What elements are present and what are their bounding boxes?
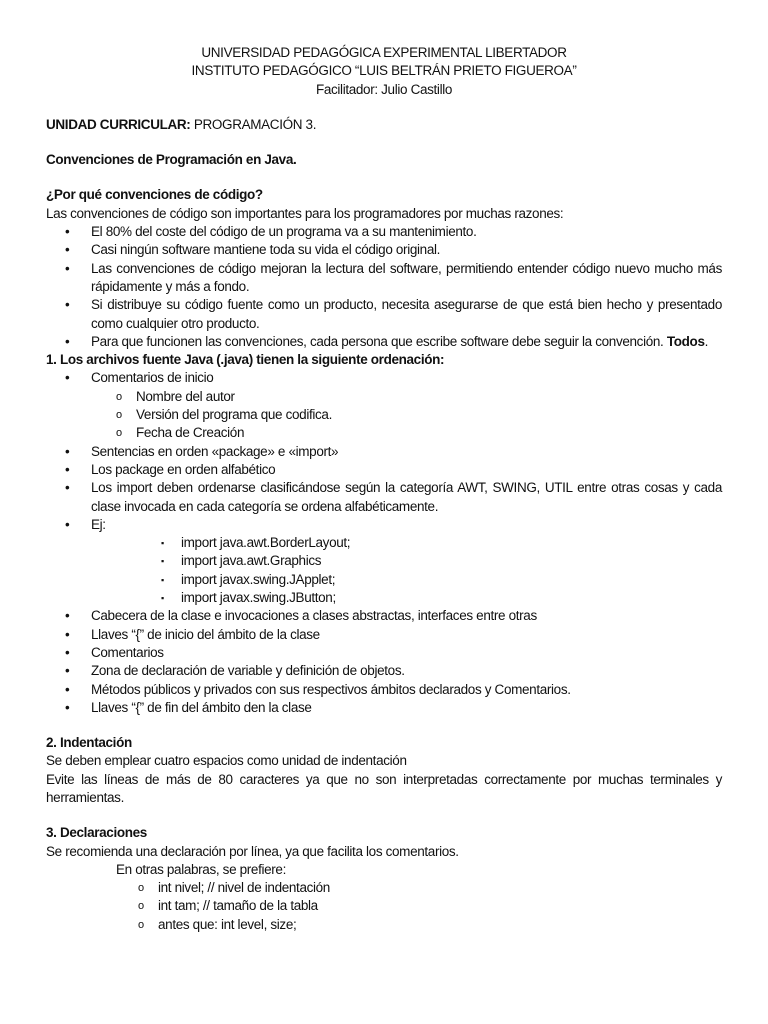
bullet-dot-icon: • — [65, 370, 70, 386]
bullet-circle-icon: o — [116, 427, 122, 440]
bullet-square-icon: ▪ — [161, 538, 164, 549]
document-header — [46, 44, 722, 99]
list-item: • Cabecera de la clase e invocaciones a clases abstractas, interfaces entre otras — [46, 607, 722, 625]
why-heading: ¿Por qué convenciones de código? — [46, 187, 263, 203]
section1-heading: 1. Los archivos fuente Java (.java) tienen la siguiente ordenación: — [46, 352, 445, 368]
institute-name: INSTITUTO PEDAGÓGICO “LUIS BELTRÁN PRIETO FIGUEROA” — [191, 63, 577, 79]
sub-list-item: o int nivel; // nivel de indentación — [46, 879, 722, 897]
bullet-dot-icon: • — [65, 626, 70, 642]
list-item: • Llaves “{” de inicio del ámbito de la clase — [46, 626, 722, 644]
section2-heading: 2. Indentación — [46, 735, 132, 751]
sub-list-item: o Versión del programa que codifica. — [46, 406, 722, 424]
section2-line1: Se deben emplear cuatro espacios como unidad de indentación — [46, 753, 407, 769]
bullet-circle-icon: o — [116, 390, 122, 403]
section3-list — [46, 879, 722, 934]
bullet-circle-icon: o — [116, 409, 122, 422]
code-list-item: ▪ import java.awt.Graphics — [46, 552, 722, 570]
list-item: • Métodos públicos y privados con sus respectivos ámbitos declarados y Comentarios. — [46, 681, 722, 699]
sub-list-item: o Fecha de Creación — [46, 424, 722, 442]
why-intro: Las convenciones de código son importantes para los programadores por muchas razones: — [46, 205, 564, 221]
list-item: • El 80% del coste del código de un programa va a su mantenimiento. — [46, 223, 722, 241]
bullet-dot-icon: • — [65, 224, 70, 240]
bullet-dot-icon: • — [65, 480, 70, 496]
code-list-item: ▪ import java.awt.BorderLayout; — [46, 534, 722, 552]
list-item: • Los import deben ordenarse clasificándose según la categoría AWT, SWING, UTIL entre otras cosas y cada clase invocada en cada categoría se ordena alfabéticamente. — [65, 480, 722, 514]
list-item: • Las convenciones de código mejoran la lectura del software, permitiendo entender código nuevo mucho más rápidamente y más a fondo. — [65, 260, 722, 294]
curricular-unit — [46, 116, 722, 134]
bullet-square-icon: ▪ — [161, 556, 164, 567]
bullet-circle-icon: o — [138, 882, 144, 895]
list-item: • Ej: — [46, 516, 722, 534]
list-item: • Casi ningún software mantiene toda su vida el código original. — [46, 241, 722, 259]
list-item: • Los package en orden alfabético — [46, 461, 722, 479]
list-item: • Sentencias en orden «package» e «import» — [46, 443, 722, 461]
list-item: • Comentarios de inicio — [46, 369, 722, 387]
sub-list-item: o Nombre del autor — [46, 388, 722, 406]
bullet-square-icon: ▪ — [161, 574, 164, 585]
bullet-dot-icon: • — [65, 260, 70, 276]
bullet-dot-icon: • — [65, 681, 70, 697]
list-item: • Zona de declaración de variable y definición de objetos. — [46, 662, 722, 680]
code-list-item: ▪ import javax.swing.JButton; — [46, 589, 722, 607]
section2-line2: Evite las líneas de más de 80 caracteres ya que no son interpretadas correctamente por muchas terminales y herramientas. — [46, 771, 722, 805]
bullet-dot-icon: • — [65, 699, 70, 715]
section1-list — [46, 369, 722, 717]
bullet-dot-icon: • — [65, 663, 70, 679]
list-item: • Llaves “{” de fin del ámbito den la clase — [46, 699, 722, 717]
list-item: • Si distribuye su código fuente como un producto, necesita asegurarse de que está bien hecho y presentado como cualquier otro producto. — [65, 297, 722, 331]
document-page — [46, 44, 722, 934]
list-item: • Comentarios — [46, 644, 722, 662]
list-item: • Para que funcionen las convenciones, cada persona que escribe software debe seguir la convención. Todos. — [46, 333, 722, 351]
document-title: Convenciones de Programación en Java. — [46, 152, 297, 168]
sub-list-item: o antes que: int level, size; — [46, 916, 722, 934]
bullet-dot-icon: • — [65, 443, 70, 459]
bullet-circle-icon: o — [138, 900, 144, 913]
curricular-unit-value: PROGRAMACIÓN 3. — [190, 116, 317, 132]
university-name: UNIVERSIDAD PEDAGÓGICA EXPERIMENTAL LIBERTADOR — [201, 45, 567, 60]
bullet-dot-icon: • — [65, 516, 70, 532]
code-list-item: ▪ import javax.swing.JApplet; — [46, 571, 722, 589]
bullet-dot-icon: • — [65, 333, 70, 349]
bullet-dot-icon: • — [65, 644, 70, 660]
bullet-square-icon: ▪ — [161, 593, 164, 604]
section3-line2: En otras palabras, se prefiere: — [116, 861, 286, 877]
facilitator: Facilitador: Julio Castillo — [315, 81, 453, 97]
bullet-dot-icon: • — [65, 297, 70, 313]
section3-heading: 3. Declaraciones — [46, 825, 147, 841]
bullet-circle-icon: o — [138, 918, 144, 931]
why-list — [46, 223, 722, 351]
bullet-dot-icon: • — [65, 461, 70, 477]
sub-list-item: o int tam; // tamaño de la tabla — [46, 897, 722, 915]
bullet-dot-icon: • — [65, 608, 70, 624]
curricular-unit-label: UNIDAD CURRICULAR: — [46, 116, 191, 132]
section3-line1: Se recomienda una declaración por línea, ya que facilita los comentarios. — [46, 843, 459, 859]
bullet-dot-icon: • — [65, 242, 70, 258]
